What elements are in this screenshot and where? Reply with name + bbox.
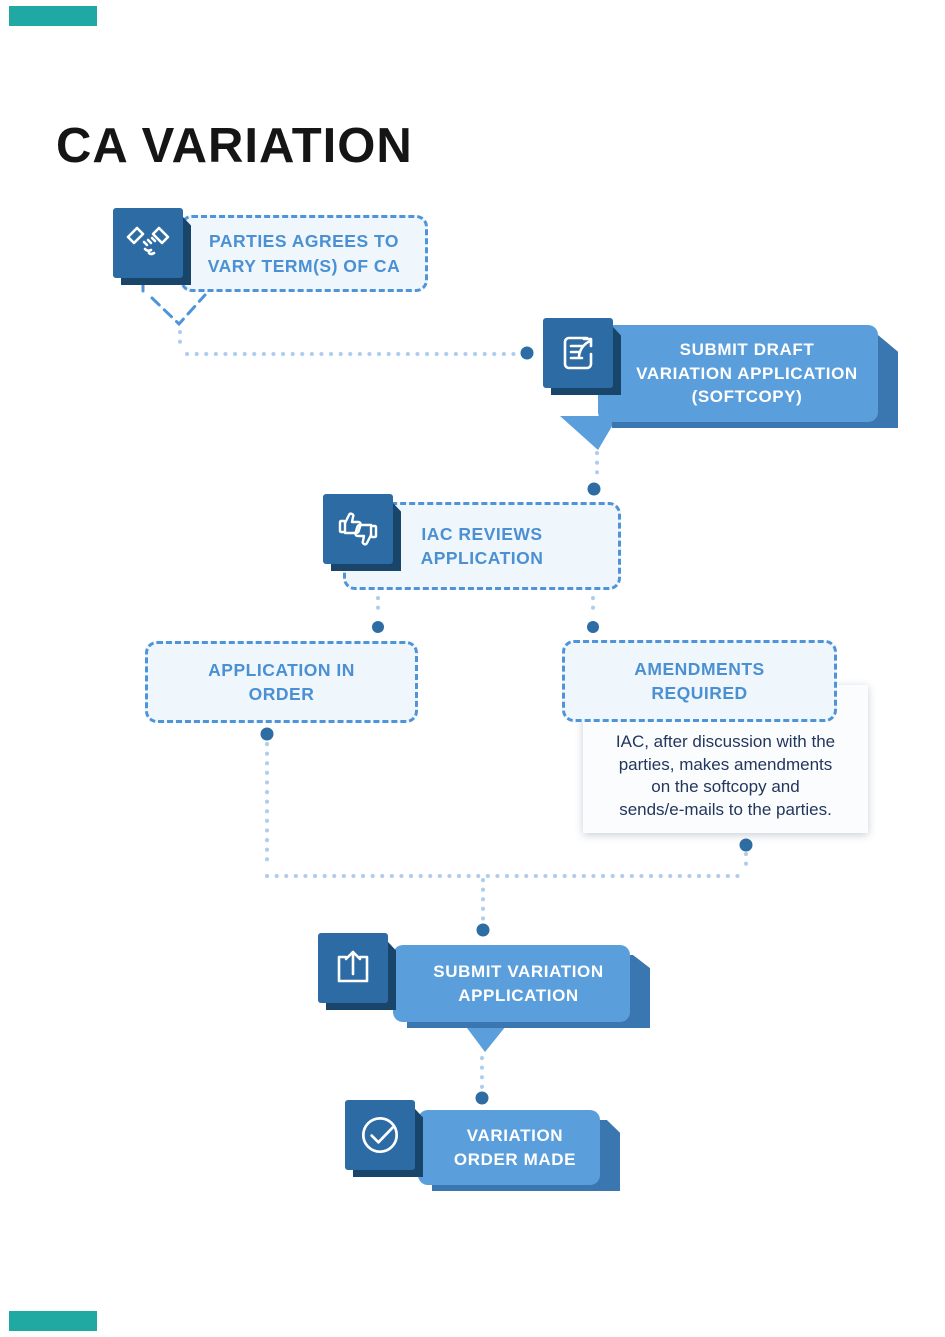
document-export-icon <box>543 318 613 388</box>
step-label-line: VARY TERM(S) OF CA <box>207 255 401 276</box>
branch-amendments-required <box>562 640 837 722</box>
step-label-line: (SOFTCOPY) <box>691 387 803 407</box>
note-line: sends/e-mails to the parties. <box>619 799 832 819</box>
step-label-line: ORDER <box>248 684 315 704</box>
upload-icon <box>318 933 388 1003</box>
step-label-line: APPLICATION <box>458 985 579 1005</box>
handshake-icon <box>113 208 183 278</box>
step-label-line: SUBMIT DRAFT <box>679 339 815 359</box>
step-submit-variation <box>393 945 630 1022</box>
step-label-line: IAC REVIEWS <box>421 523 543 544</box>
step-label-line: VARIATION <box>466 1125 564 1145</box>
thumbs-up-down-icon <box>323 494 393 564</box>
step-label-line: PARTIES AGREES TO <box>208 231 399 251</box>
step-label-line: ORDER MADE <box>453 1149 577 1169</box>
branch-application-in-order <box>145 641 418 723</box>
check-circle-icon <box>345 1100 415 1170</box>
step-submit-draft <box>598 325 878 422</box>
step-label-line: AMENDMENTS <box>634 658 765 679</box>
step-label-line: VARIATION APPLICATION <box>636 363 858 383</box>
step-parties-agree <box>180 215 428 292</box>
note-line: IAC, after discussion with the <box>615 732 836 752</box>
step-label-line: SUBMIT VARIATION <box>433 961 604 981</box>
note-line: on the softcopy and <box>651 777 800 797</box>
note-line: parties, makes amendments <box>618 754 833 774</box>
step-label-line: REQUIRED <box>651 683 748 703</box>
step-label-line: APPLICATION <box>420 548 544 568</box>
step-label-line: APPLICATION IN <box>208 659 355 680</box>
page-title: CA VARIATION <box>56 119 413 173</box>
step-variation-order-made <box>418 1110 600 1185</box>
